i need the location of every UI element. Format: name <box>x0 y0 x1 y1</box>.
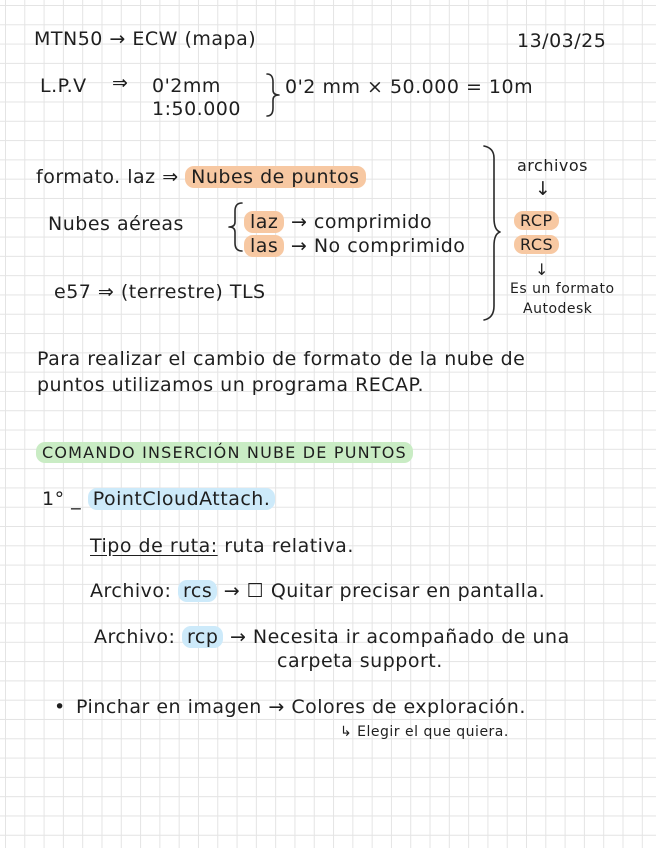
lpv-label: L.P.V <box>40 75 87 97</box>
rcs-highlight: RCS <box>514 235 559 254</box>
las-desc: → No comprimido <box>290 235 466 257</box>
lpv-value-top: 0'2mm <box>152 75 221 97</box>
bullet-subnote: ↳ Elegir el que quiera. <box>340 724 509 740</box>
format-note-line-2: Autodesk <box>523 301 593 317</box>
file-rcs-label: Archivo: <box>90 580 172 602</box>
section-heading-highlight: COMANDO INSERCIÓN NUBE DE PUNTOS <box>36 442 413 463</box>
file-rcp-label: Archivo: <box>94 626 176 648</box>
rcp-highlight: RCP <box>514 211 559 230</box>
aerial-brace <box>229 203 242 251</box>
file-rcs-ext: rcs <box>178 580 217 602</box>
header-date: 13/03/25 <box>517 30 607 52</box>
format-row-prefix: formato. laz ⇒ <box>36 166 179 188</box>
format-note-line-1: Es un formato <box>510 281 615 297</box>
paragraph-line-1: Para realizar el cambio de formato de la nube de <box>37 348 526 370</box>
lpv-brace <box>267 74 279 116</box>
paragraph-line-2: puntos utilizamos un programa RECAP. <box>37 374 425 396</box>
route-type-label: Tipo de ruta: <box>90 535 218 557</box>
step-dash: _ <box>71 488 82 510</box>
las-highlight: las <box>244 235 284 257</box>
lpv-result: 0'2 mm × 50.000 = 10m <box>285 76 534 98</box>
e57-row: e57 ⇒ (terrestre) TLS <box>54 281 266 303</box>
aerial-clouds-label: Nubes aéreas <box>48 213 184 235</box>
point-cloud-highlight: Nubes de puntos <box>185 166 365 188</box>
header-title: MTN50 → ECW (mapa) <box>34 28 257 50</box>
file-rcp-ext: rcp <box>182 626 223 648</box>
laz-highlight: laz <box>244 211 284 233</box>
command-highlight: PointCloudAttach. <box>88 488 276 510</box>
files-arrow: ↓ <box>535 178 552 200</box>
lpv-value-bottom: 1:50.000 <box>152 98 241 120</box>
lpv-arrow: ⇒ <box>112 72 129 94</box>
file-rcp-desc-line-2: carpeta support. <box>277 650 443 672</box>
step-number: 1° <box>42 488 65 510</box>
laz-desc: → comprimido <box>290 211 433 233</box>
format-note-arrow: ↓ <box>535 260 549 279</box>
bullet-text: Pinchar en imagen → Colores de exploración. <box>76 696 526 718</box>
file-rcp-desc: → Necesita ir acompañado de una <box>229 626 570 648</box>
files-brace <box>484 146 500 320</box>
file-rcs-desc: → ☐ Quitar precisar en pantalla. <box>223 580 546 602</box>
route-type-value: ruta relativa. <box>224 535 354 557</box>
bullet-dot: • <box>54 696 66 718</box>
files-title: archivos <box>517 156 589 175</box>
